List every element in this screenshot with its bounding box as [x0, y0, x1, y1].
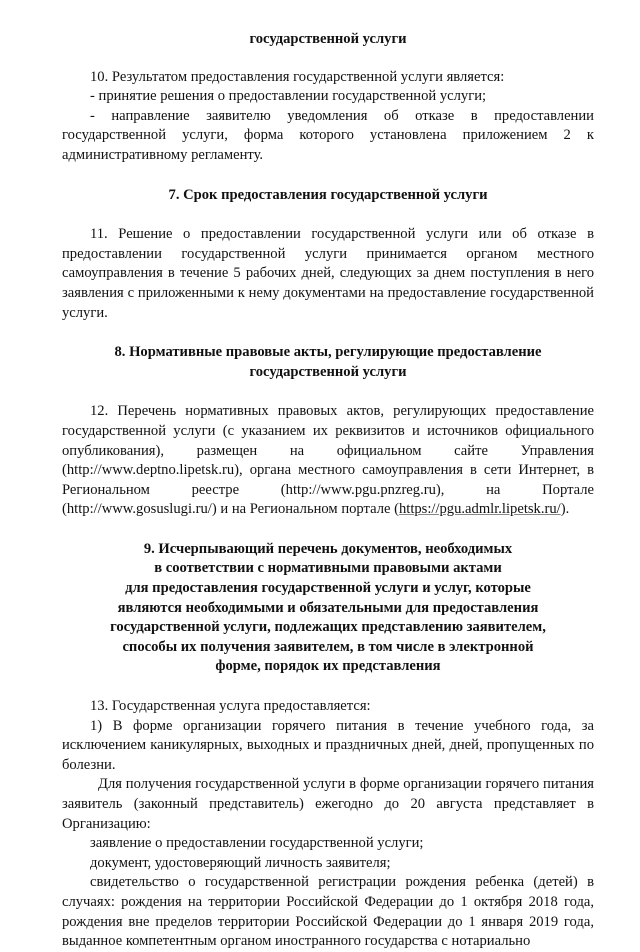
document-page — [62, 30, 594, 952]
heading-section-8-line-1: 8. Нормативные правовые акты, регулирующие предоставление — [114, 344, 542, 361]
paragraph-11: 11. Решение о предоставлении государственной услуги или об отказе в предоставлении государственной услуги принимается органом местного самоуправления в течение 5 рабочих дней, следующих за днем поступления в него заявления с приложенными к нему документами на предоставление государственной услуги. — [62, 226, 594, 321]
paragraph-13-intro: 13. Государственная услуга предоставляется: — [90, 698, 371, 715]
section-title-continued: государственной услуги — [249, 31, 407, 47]
paragraph-12-tail: ). — [560, 501, 570, 518]
paragraph-12 — [62, 402, 594, 520]
paragraph-10-item-2: - направление заявителю уведомления об отказе в предоставлении государственной услуги, форма которого установлена приложением 2 к административному регламенту. — [62, 107, 594, 163]
heading-section-9-line-3: для предоставления государственной услуги и услуг, которые — [125, 580, 531, 597]
heading-section-9-line-4: являются необходимыми и обязательными для предоставления — [117, 599, 539, 616]
document-item-application: заявление о предоставлении государственной услуги; — [90, 835, 424, 852]
regional-portal-link[interactable]: https://pgu.admlr.lipetsk.ru/ — [398, 501, 561, 518]
heading-section-9-line-6: способы их получения заявителем, в том числе в электронной — [122, 638, 534, 655]
paragraph-10-intro: 10. Результатом предоставления государственной услуги является: — [90, 68, 505, 85]
paragraph-13-documents-intro: Для получения государственной услуги в форме организации горячего питания заявитель (законный представитель) ежегодно до 20 августа представляет в Организацию: — [62, 776, 594, 832]
heading-section-9-line-5: государственной услуги, подлежащих представлению заявителем, — [110, 619, 546, 636]
heading-section-9-line-2: в соответствии с нормативными правовыми актами — [154, 560, 502, 577]
heading-section-9-line-1: 9. Исчерпывающий перечень документов, необходимых — [143, 540, 513, 557]
heading-section-8-line-2: государственной услуги — [249, 363, 407, 380]
heading-section-7: 7. Срок предоставления государственной услуги — [168, 186, 488, 203]
paragraph-13-subitem-1: 1) В форме организации горячего питания в течение учебного года, за исключением каникулярных, выходных и праздничных дней, дней, пропущенных по болезни. — [62, 717, 594, 773]
heading-section-9-line-7: форме, порядок их представления — [215, 658, 441, 675]
document-item-birth-certificate: свидетельство о государственной регистрации рождения ребенка (детей) в случаях: рождения на территории Российской Федерации до 1 октября 2018 года, рождения вне пределов территории Российской Федерации до 1 января 2019 года, выданное компетентным органом иностранного государства с нотариально — [62, 874, 594, 950]
paragraph-10-item-1: - принятие решения о предоставлении государственной услуги; — [90, 88, 487, 105]
document-item-identity: документ, удостоверяющий личность заявителя; — [90, 854, 391, 871]
paragraph-12-text: 12. Перечень нормативных правовых актов, регулирующих предоставление государственной услуги (с указанием их реквизитов и источников официального опубликования), размещен на официальном сайте Управления (http://www.deptno.lipetsk.ru), органа местного самоуправления в сети Интернет, в Региональном реестре (http://www.pgu.pnzreg.ru), на Портале (http://www.gosuslugi.ru/) и на Региональном портале ( — [62, 403, 594, 518]
